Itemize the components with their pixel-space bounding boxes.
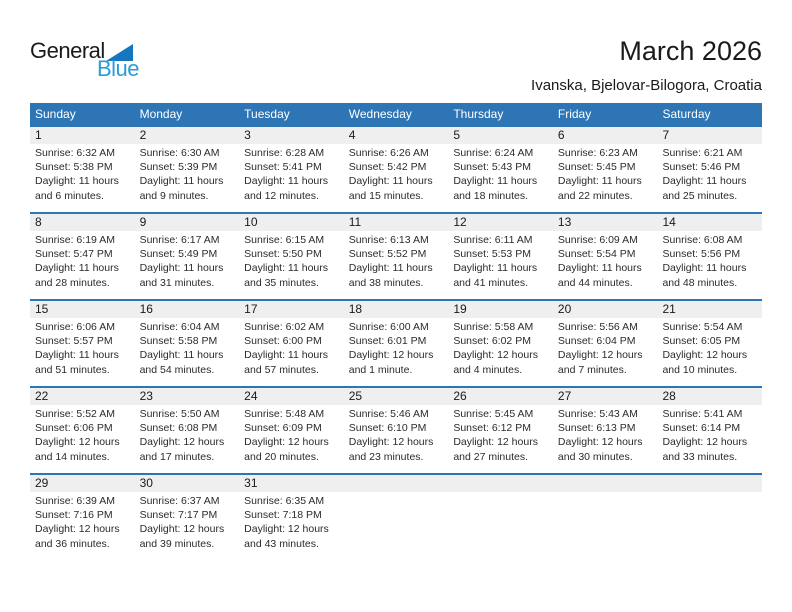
day-details (448, 144, 553, 203)
calendar (30, 103, 762, 560)
day-daylight-line2: and 38 minutes. (348, 276, 424, 289)
day-cell (239, 388, 344, 473)
day-daylight-line1: Daylight: 11 hours (453, 262, 538, 275)
day-details (30, 144, 135, 203)
weekday-header-sunday: Sunday (35, 107, 76, 121)
day-daylight-line2: and 25 minutes. (662, 189, 738, 202)
day-sunrise: Sunrise: 6:06 AM (35, 321, 115, 333)
day-cell (657, 301, 762, 386)
day-sunrise: Sunrise: 5:41 AM (662, 408, 743, 420)
day-sunrise: Sunrise: 6:21 AM (662, 147, 743, 159)
weekday-header-wednesday: Wednesday (348, 107, 412, 121)
day-daylight-line1: Daylight: 11 hours (348, 175, 433, 188)
day-sunset: Sunset: 5:45 PM (557, 161, 636, 174)
day-daylight-line1: Daylight: 11 hours (35, 349, 119, 362)
day-number (448, 475, 553, 492)
day-sunset: Sunset: 6:14 PM (662, 422, 741, 435)
day-daylight-line1: Daylight: 12 hours (453, 349, 538, 362)
day-cell (448, 127, 553, 212)
day-daylight-line2: and 1 minute. (348, 363, 413, 376)
weekday-header-saturday: Saturday (662, 107, 711, 121)
weekday-header-friday: Friday (557, 107, 592, 121)
weekday-header-row (30, 103, 762, 125)
logo-text-blue: Blue (97, 56, 140, 81)
day-daylight-line1: Daylight: 12 hours (348, 349, 434, 362)
day-details (657, 318, 762, 377)
day-daylight-line1: Daylight: 11 hours (35, 175, 119, 188)
week-row (30, 125, 762, 212)
day-details (135, 405, 240, 464)
day-sunrise: Sunrise: 6:15 AM (244, 234, 325, 246)
day-daylight-line1: Daylight: 11 hours (139, 262, 224, 275)
weekday-header-tuesday: Tuesday (244, 107, 290, 121)
day-sunset: Sunset: 6:02 PM (453, 335, 531, 348)
day-sunset: Sunset: 5:49 PM (139, 248, 218, 261)
day-cell (239, 127, 344, 212)
calendar-weeks (30, 125, 762, 560)
day-number: 30 (135, 475, 240, 492)
day-number: 12 (448, 214, 553, 231)
day-sunrise: Sunrise: 6:30 AM (139, 147, 220, 159)
day-sunrise: Sunrise: 6:23 AM (557, 147, 638, 159)
day-sunrise: Sunrise: 6:26 AM (348, 147, 429, 159)
day-cell (553, 388, 658, 473)
day-daylight-line1: Daylight: 11 hours (35, 262, 119, 275)
day-number: 17 (239, 301, 344, 318)
day-daylight-line2: and 33 minutes. (662, 450, 738, 463)
day-sunset: Sunset: 5:41 PM (244, 161, 322, 174)
day-sunset: Sunset: 5:58 PM (139, 335, 218, 348)
day-sunrise: Sunrise: 6:13 AM (348, 234, 429, 246)
day-sunrise: Sunrise: 6:24 AM (453, 147, 534, 159)
day-daylight-line2: and 57 minutes. (244, 363, 319, 376)
day-cell (239, 475, 344, 560)
day-sunset: Sunset: 6:01 PM (348, 335, 427, 348)
day-cell (553, 127, 658, 212)
day-cell (344, 214, 449, 299)
day-sunset: Sunset: 5:42 PM (348, 161, 427, 174)
day-details (135, 492, 240, 551)
day-details (135, 318, 240, 377)
day-cell (657, 127, 762, 212)
day-daylight-line2: and 15 minutes. (348, 189, 424, 202)
day-sunrise: Sunrise: 5:54 AM (662, 321, 743, 333)
day-details (553, 405, 658, 464)
day-cell (344, 388, 449, 473)
day-cell (30, 301, 135, 386)
day-daylight-line2: and 27 minutes. (453, 450, 529, 463)
logo-text-general: General (30, 38, 105, 63)
day-sunset: Sunset: 7:18 PM (244, 509, 322, 522)
weekday-header-monday: Monday (139, 107, 183, 121)
day-number: 31 (239, 475, 344, 492)
day-details (239, 405, 344, 464)
day-cell (135, 475, 240, 560)
day-details (448, 318, 553, 377)
day-daylight-line2: and 22 minutes. (557, 189, 633, 202)
day-number: 11 (344, 214, 449, 231)
day-number: 19 (448, 301, 553, 318)
day-details (657, 405, 762, 464)
day-cell (657, 214, 762, 299)
day-daylight-line1: Daylight: 11 hours (453, 175, 538, 188)
day-details (135, 144, 240, 203)
day-sunset: Sunset: 6:06 PM (35, 422, 113, 435)
day-details (448, 405, 553, 464)
day-sunset: Sunset: 6:13 PM (557, 422, 636, 435)
day-daylight-line1: Daylight: 12 hours (348, 436, 434, 449)
day-sunrise: Sunrise: 6:17 AM (139, 234, 220, 246)
day-cell (30, 127, 135, 212)
day-daylight-line2: and 12 minutes. (244, 189, 319, 202)
weekday-header-thursday: Thursday (453, 107, 504, 121)
day-daylight-line2: and 43 minutes. (244, 537, 319, 550)
day-cell (30, 214, 135, 299)
day-cell-empty (344, 475, 449, 560)
day-number (553, 475, 658, 492)
day-cell-empty (657, 475, 762, 560)
day-number (657, 475, 762, 492)
day-sunrise: Sunrise: 6:02 AM (244, 321, 325, 333)
day-daylight-line2: and 18 minutes. (453, 189, 529, 202)
day-sunset: Sunset: 5:46 PM (662, 161, 741, 174)
day-cell (30, 388, 135, 473)
day-daylight-line2: and 35 minutes. (244, 276, 319, 289)
day-number: 1 (30, 127, 135, 144)
day-cell (344, 127, 449, 212)
day-details (657, 144, 762, 203)
day-sunset: Sunset: 5:47 PM (35, 248, 113, 261)
day-number: 8 (30, 214, 135, 231)
day-details (239, 231, 344, 290)
day-cell (239, 214, 344, 299)
day-sunrise: Sunrise: 5:50 AM (139, 408, 220, 420)
day-cell (448, 214, 553, 299)
day-sunrise: Sunrise: 5:45 AM (453, 408, 534, 420)
day-daylight-line1: Daylight: 12 hours (244, 436, 329, 449)
day-sunset: Sunset: 6:12 PM (453, 422, 531, 435)
day-sunrise: Sunrise: 6:39 AM (35, 495, 115, 507)
day-number: 27 (553, 388, 658, 405)
day-daylight-line1: Daylight: 12 hours (453, 436, 538, 449)
day-daylight-line1: Daylight: 11 hours (557, 262, 642, 275)
day-daylight-line1: Daylight: 11 hours (662, 175, 747, 188)
day-number: 24 (239, 388, 344, 405)
day-number: 6 (553, 127, 658, 144)
day-daylight-line1: Daylight: 12 hours (35, 523, 120, 536)
day-details (553, 231, 658, 290)
day-number: 16 (135, 301, 240, 318)
day-sunset: Sunset: 5:50 PM (244, 248, 322, 261)
day-number: 9 (135, 214, 240, 231)
day-sunrise: Sunrise: 5:43 AM (557, 408, 638, 420)
day-number: 4 (344, 127, 449, 144)
day-sunrise: Sunrise: 5:46 AM (348, 408, 429, 420)
day-daylight-line1: Daylight: 12 hours (244, 523, 329, 536)
page-location: Ivanska, Bjelovar-Bilogora, Croatia (531, 77, 762, 94)
day-daylight-line2: and 17 minutes. (139, 450, 215, 463)
day-number: 13 (553, 214, 658, 231)
day-daylight-line1: Daylight: 11 hours (557, 175, 642, 188)
day-sunrise: Sunrise: 6:37 AM (139, 495, 220, 507)
day-number: 5 (448, 127, 553, 144)
day-sunrise: Sunrise: 6:19 AM (35, 234, 115, 246)
day-cell (135, 388, 240, 473)
day-details (30, 492, 135, 551)
day-details (553, 144, 658, 203)
day-sunset: Sunset: 6:10 PM (348, 422, 427, 435)
day-daylight-line1: Daylight: 11 hours (244, 349, 329, 362)
week-row (30, 386, 762, 473)
day-sunset: Sunset: 5:56 PM (662, 248, 741, 261)
day-cell (448, 388, 553, 473)
day-cell (553, 301, 658, 386)
day-details (344, 231, 449, 290)
day-daylight-line1: Daylight: 11 hours (348, 262, 433, 275)
day-sunset: Sunset: 6:08 PM (139, 422, 218, 435)
day-number: 2 (135, 127, 240, 144)
day-details (344, 144, 449, 203)
day-sunset: Sunset: 5:57 PM (35, 335, 113, 348)
day-details (344, 405, 449, 464)
day-daylight-line1: Daylight: 11 hours (139, 175, 224, 188)
day-sunset: Sunset: 5:53 PM (453, 248, 531, 261)
day-daylight-line1: Daylight: 12 hours (557, 436, 643, 449)
day-daylight-line1: Daylight: 12 hours (35, 436, 120, 449)
day-sunset: Sunset: 5:43 PM (453, 161, 531, 174)
day-number: 18 (344, 301, 449, 318)
day-sunset: Sunset: 6:09 PM (244, 422, 322, 435)
week-row (30, 299, 762, 386)
page-title: March 2026 (619, 36, 762, 66)
day-sunrise: Sunrise: 5:56 AM (557, 321, 638, 333)
day-cell (344, 301, 449, 386)
day-daylight-line2: and 54 minutes. (139, 363, 215, 376)
day-daylight-line2: and 28 minutes. (35, 276, 110, 289)
day-details (135, 231, 240, 290)
day-number: 23 (135, 388, 240, 405)
day-cell-empty (448, 475, 553, 560)
day-sunset: Sunset: 5:38 PM (35, 161, 113, 174)
day-details (657, 231, 762, 290)
day-details (553, 318, 658, 377)
day-number: 3 (239, 127, 344, 144)
day-cell (30, 475, 135, 560)
day-details (344, 318, 449, 377)
day-daylight-line1: Daylight: 12 hours (662, 349, 748, 362)
day-cell (135, 214, 240, 299)
day-daylight-line2: and 23 minutes. (348, 450, 424, 463)
day-number: 21 (657, 301, 762, 318)
day-number: 10 (239, 214, 344, 231)
day-details (448, 231, 553, 290)
day-sunrise: Sunrise: 6:11 AM (453, 234, 533, 246)
day-number: 29 (30, 475, 135, 492)
day-number: 28 (657, 388, 762, 405)
day-daylight-line2: and 6 minutes. (35, 189, 104, 202)
day-daylight-line2: and 36 minutes. (35, 537, 110, 550)
week-row (30, 212, 762, 299)
day-daylight-line2: and 41 minutes. (453, 276, 529, 289)
day-number: 25 (344, 388, 449, 405)
day-number: 26 (448, 388, 553, 405)
day-daylight-line1: Daylight: 12 hours (139, 523, 225, 536)
day-details (30, 231, 135, 290)
day-daylight-line2: and 48 minutes. (662, 276, 738, 289)
day-daylight-line1: Daylight: 11 hours (244, 262, 329, 275)
day-sunrise: Sunrise: 5:52 AM (35, 408, 115, 420)
day-daylight-line2: and 4 minutes. (453, 363, 523, 376)
day-sunrise: Sunrise: 6:28 AM (244, 147, 325, 159)
day-daylight-line2: and 14 minutes. (35, 450, 110, 463)
day-sunrise: Sunrise: 6:04 AM (139, 321, 220, 333)
day-cell (135, 301, 240, 386)
day-daylight-line2: and 44 minutes. (557, 276, 633, 289)
day-details (30, 318, 135, 377)
day-sunset: Sunset: 7:17 PM (139, 509, 218, 522)
day-sunrise: Sunrise: 6:00 AM (348, 321, 429, 333)
day-details (239, 492, 344, 551)
day-daylight-line2: and 20 minutes. (244, 450, 319, 463)
day-cell (657, 388, 762, 473)
day-daylight-line2: and 9 minutes. (139, 189, 209, 202)
day-number: 20 (553, 301, 658, 318)
day-cell-empty (553, 475, 658, 560)
day-daylight-line2: and 30 minutes. (557, 450, 633, 463)
day-cell (553, 214, 658, 299)
day-daylight-line1: Daylight: 11 hours (139, 349, 224, 362)
day-number (344, 475, 449, 492)
day-daylight-line1: Daylight: 12 hours (557, 349, 643, 362)
day-daylight-line1: Daylight: 11 hours (662, 262, 747, 275)
day-daylight-line1: Daylight: 12 hours (662, 436, 748, 449)
day-sunrise: Sunrise: 6:35 AM (244, 495, 325, 507)
day-daylight-line2: and 7 minutes. (557, 363, 627, 376)
day-sunset: Sunset: 5:52 PM (348, 248, 427, 261)
day-sunset: Sunset: 5:39 PM (139, 161, 218, 174)
day-details (239, 144, 344, 203)
day-sunset: Sunset: 6:04 PM (557, 335, 636, 348)
day-cell (135, 127, 240, 212)
day-sunset: Sunset: 6:05 PM (662, 335, 741, 348)
day-number: 15 (30, 301, 135, 318)
day-sunset: Sunset: 5:54 PM (557, 248, 636, 261)
week-row (30, 473, 762, 560)
general-blue-logo (30, 40, 139, 79)
day-sunrise: Sunrise: 6:08 AM (662, 234, 743, 246)
day-daylight-line1: Daylight: 11 hours (244, 175, 329, 188)
day-details (30, 405, 135, 464)
day-number: 22 (30, 388, 135, 405)
day-daylight-line2: and 10 minutes. (662, 363, 738, 376)
day-daylight-line2: and 51 minutes. (35, 363, 110, 376)
day-sunrise: Sunrise: 5:48 AM (244, 408, 325, 420)
day-daylight-line1: Daylight: 12 hours (139, 436, 225, 449)
day-sunset: Sunset: 6:00 PM (244, 335, 322, 348)
day-number: 7 (657, 127, 762, 144)
day-cell (239, 301, 344, 386)
day-cell (448, 301, 553, 386)
day-sunset: Sunset: 7:16 PM (35, 509, 113, 522)
day-number: 14 (657, 214, 762, 231)
day-details (239, 318, 344, 377)
day-sunrise: Sunrise: 6:32 AM (35, 147, 115, 159)
day-daylight-line2: and 39 minutes. (139, 537, 215, 550)
day-sunrise: Sunrise: 6:09 AM (557, 234, 638, 246)
day-daylight-line2: and 31 minutes. (139, 276, 215, 289)
day-sunrise: Sunrise: 5:58 AM (453, 321, 534, 333)
